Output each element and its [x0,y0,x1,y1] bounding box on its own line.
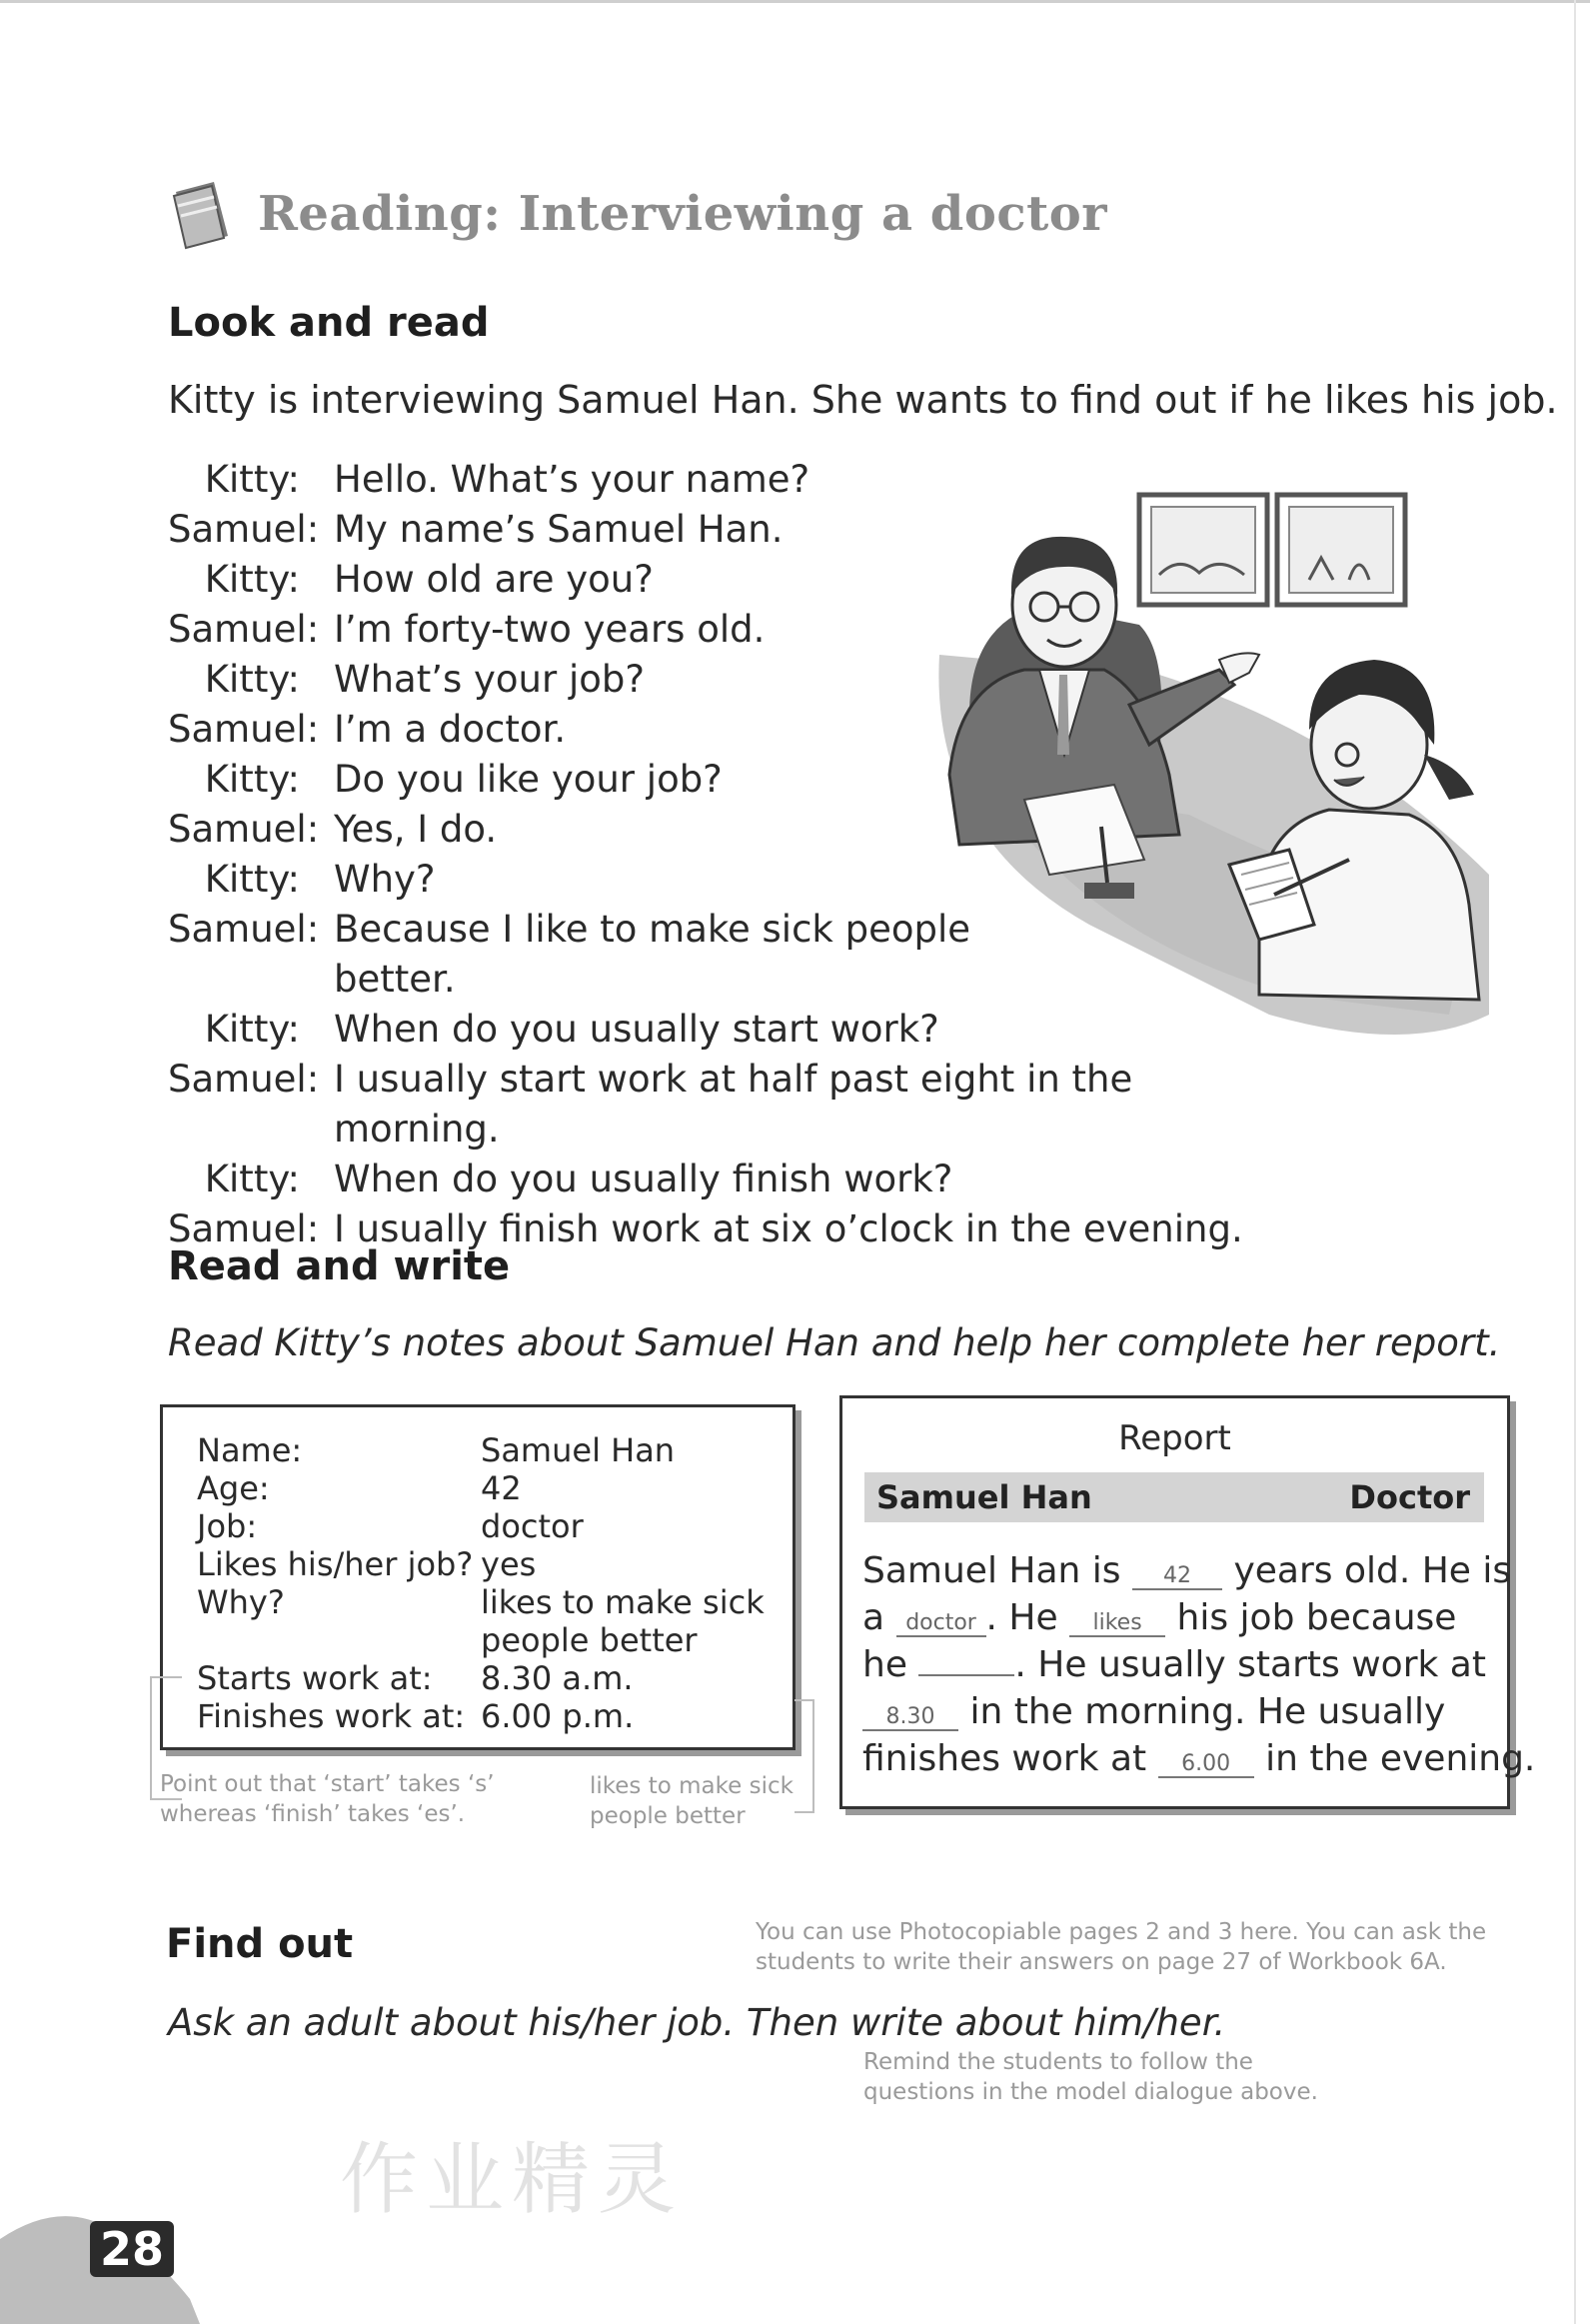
speaker: Samuel: [168,508,320,551]
notes-value: 42 [481,1469,522,1507]
teacher-annotation [590,1771,794,1831]
notes-label: Likes his/her job? [197,1545,474,1583]
answer-blank-age[interactable]: 42 [1132,1563,1222,1590]
speaker: Kitty: [204,1158,300,1200]
utterance: I usually start work at half past eight in the morning. [334,1058,1133,1151]
speaker: Samuel: [168,608,320,651]
utterance: When do you usually finish work? [334,1158,953,1200]
utterance: better. [334,958,456,1001]
answer-blank-finish[interactable]: 6.00 [1158,1751,1254,1778]
page-number: 28 [90,2221,174,2277]
report-text: years old. He is [1233,1550,1512,1591]
utterance: Yes, I do. [334,808,498,851]
utterance: Do you like your job? [334,758,723,801]
utterance: I usually finish work at six o’clock in the evening. [334,1207,1243,1250]
speaker: Kitty: [204,658,300,701]
report-text: Samuel Han is [862,1550,1121,1591]
report-line [862,1550,1511,1591]
speaker: Kitty: [204,1008,300,1051]
speaker: Kitty: [204,558,300,601]
report-card [839,1395,1536,1809]
notes-label: Job: [197,1507,258,1545]
annotation-line: likes to make sick [590,1773,794,1799]
notes-value: 6.00 p.m. [481,1697,635,1735]
notes-label: Why? [197,1583,285,1621]
kitty-notes-card [160,1404,795,1750]
report-title: Report [1118,1418,1231,1458]
teacher-annotation [756,1917,1486,1977]
report-text: a [862,1597,885,1638]
report-line [862,1738,1535,1779]
notes-value: likes to make sick [481,1583,765,1621]
notes-label: Finishes work at: [197,1697,466,1735]
dialogue-line [168,1155,1247,1204]
report-name: Samuel Han [876,1478,1092,1516]
notes-value: people better [481,1621,698,1659]
annotation-line: Remind the students to follow the [863,2049,1253,2075]
utterance: I’m a doctor. [334,708,567,751]
top-rule [0,0,1590,3]
annotation-line: You can use Photocopiable pages 2 and 3 here. You can ask the [756,1919,1487,1945]
report-text: he [862,1644,907,1685]
speaker: Samuel: [168,908,320,951]
notes-value: doctor [481,1507,584,1545]
answer-blank-likes[interactable]: likes [1069,1610,1165,1637]
book-icon [170,178,232,250]
notes-label: Name: [197,1431,303,1469]
watermark: 作业精灵 [340,2135,685,2225]
find-out-instruction: Ask an adult about his/her job. Then write about him/her. [168,2001,1226,2044]
utterance: When do you usually start work? [334,1008,939,1051]
teacher-annotation [160,1769,495,1829]
intro-text: Kitty is interviewing Samuel Han. She wants to find out if he likes his job. [168,378,1558,422]
speaker: Samuel: [168,708,320,751]
speaker: Kitty: [204,858,300,901]
utterance: My name’s Samuel Han. [334,508,784,551]
page-edge [1574,0,1576,2324]
report-line [862,1691,1445,1732]
notes-label: Starts work at: [197,1659,433,1697]
speaker: Kitty: [204,758,300,801]
annotation-line: questions in the model dialogue above. [863,2079,1318,2105]
notes-value: yes [481,1545,537,1583]
speaker [168,955,300,1005]
utterance: Why? [334,858,436,901]
report-header-bar [864,1472,1484,1522]
report-text: his job because [1176,1597,1457,1638]
guide-bracket [795,1699,814,1813]
report-job: Doctor [1349,1478,1470,1516]
utterance: Hello. What’s your name? [334,458,810,501]
answer-blank-job[interactable]: doctor [896,1610,986,1637]
report-text: in the evening. [1265,1738,1536,1779]
utterance: How old are you? [334,558,654,601]
speaker: Samuel: [168,1207,320,1250]
utterance: Because I like to make sick people [334,908,971,951]
report-text: in the morning. He usually [969,1691,1446,1732]
annotation-line: whereas ‘finish’ takes ‘es’. [160,1801,466,1827]
answer-blank-start[interactable]: 8.30 [862,1704,958,1731]
teacher-annotation [863,2047,1318,2107]
page-title: Reading: Interviewing a doctor [258,186,1108,242]
report-text: finishes work at [862,1738,1147,1779]
dialogue-line [168,1055,1247,1155]
report-line [862,1644,1486,1685]
notes-label: Age: [197,1469,270,1507]
annotation-line: people better [590,1803,746,1829]
notes-value: 8.30 a.m. [481,1659,634,1697]
speaker: Samuel: [168,1058,320,1101]
report-text: . He [985,1597,1058,1638]
answer-blank-reason[interactable] [918,1644,1014,1676]
speaker: Kitty: [204,458,300,501]
notes-value: Samuel Han [481,1431,676,1469]
annotation-line: students to write their answers on page 27 of Workbook 6A. [756,1949,1447,1975]
speaker: Samuel: [168,808,320,851]
look-and-read-heading: Look and read [168,300,490,346]
read-and-write-heading: Read and write [168,1243,511,1289]
report-text: . He usually starts work at [1014,1644,1486,1685]
interview-illustration [929,455,1499,1055]
utterance: What’s your job? [334,658,646,701]
read-write-instruction: Read Kitty’s notes about Samuel Han and help her complete her report. [168,1321,1501,1364]
utterance: I’m forty-two years old. [334,608,766,651]
find-out-heading: Find out [166,1921,354,1967]
report-line [862,1597,1456,1638]
annotation-line: Point out that ‘start’ takes ‘s’ [160,1771,495,1797]
